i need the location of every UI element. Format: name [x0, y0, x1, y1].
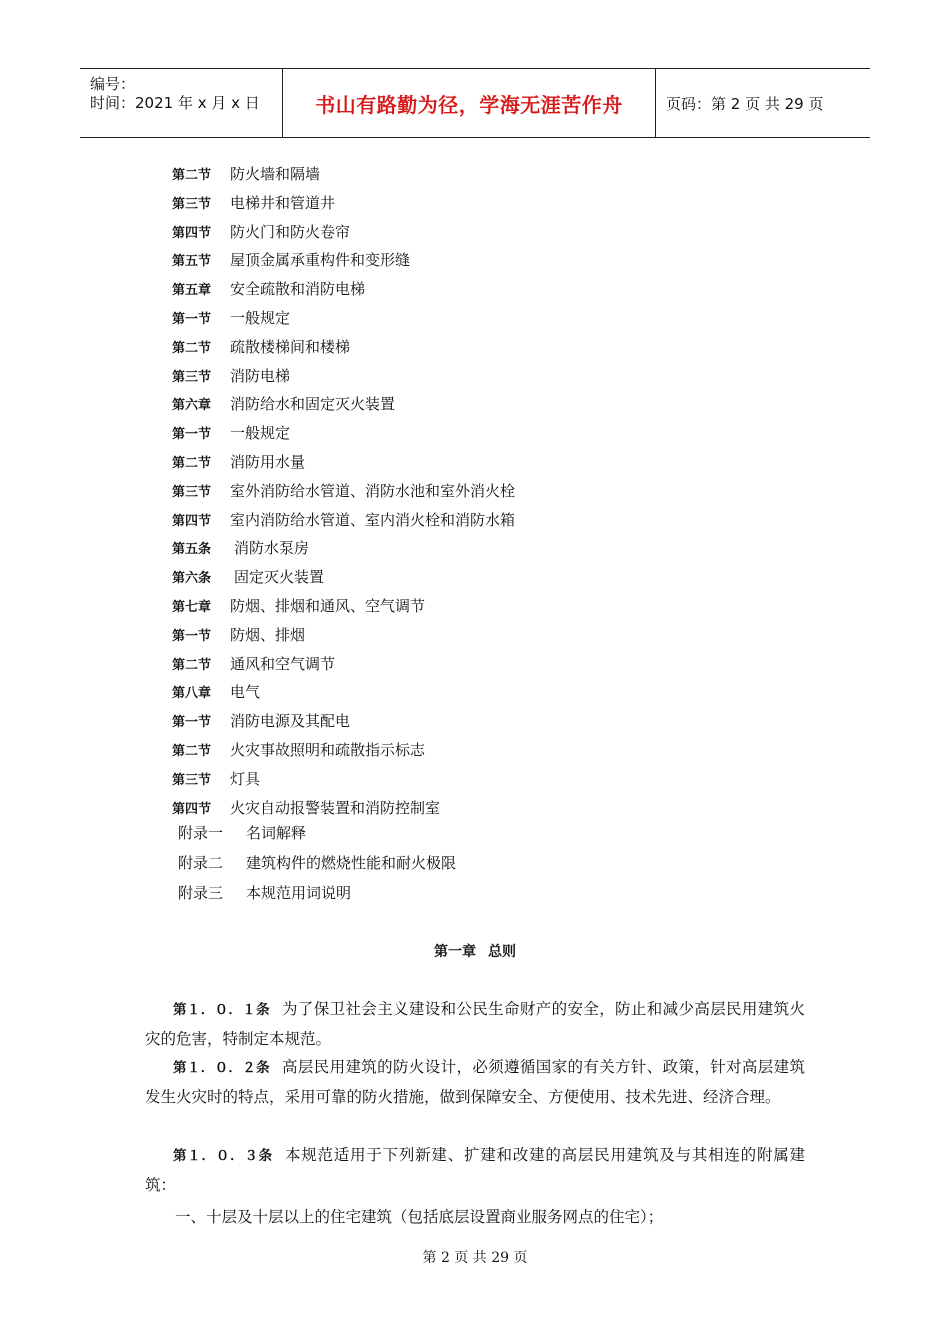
toc-row	[172, 218, 515, 247]
toc-number: 第六条	[172, 571, 212, 587]
toc-number: 第二节	[172, 168, 212, 183]
toc-number: 第二节	[172, 455, 212, 471]
appendix-number: 附录二	[178, 854, 224, 872]
article-paragraph	[145, 995, 805, 1054]
chapter-number: 第一章	[434, 944, 476, 960]
toc-number: 第三节	[172, 196, 212, 212]
toc-row	[172, 678, 515, 707]
motto: 书山有路勤为径，学海无涯苦作舟	[315, 93, 623, 117]
toc-title: 一般规定	[230, 308, 291, 327]
toc-number: 第五节	[172, 254, 212, 270]
list-item: 一、十层及十层以上的住宅建筑（包括底层设置商业服务网点的住宅）；	[175, 1208, 664, 1226]
toc-row	[172, 563, 515, 592]
article-paragraph	[145, 1141, 805, 1200]
toc-title: 火灾自动报警装置和消防控制室	[230, 798, 441, 817]
toc-row	[172, 189, 515, 218]
toc-row	[172, 419, 515, 448]
appendix-row	[178, 852, 456, 873]
toc-title: 通风和空气调节	[230, 654, 336, 673]
toc-number: 第四节	[172, 225, 212, 241]
article-text: 高层民用建筑的防火设计，必须遵循国家的有关方针、政策，针对高层建筑发生火灾时的特点，采用可靠的防火措施，做到保障安全、方便使用、技术先进、经济合理。	[145, 1058, 805, 1106]
toc-row	[172, 304, 515, 333]
toc-title: 室外消防给水管道、消防水池和室外消火栓	[230, 481, 516, 500]
toc-row	[172, 477, 515, 506]
page-footer: 第 2 页 共 29 页	[422, 1250, 528, 1266]
toc-title: 灯具	[230, 769, 261, 788]
toc-number: 第四节	[172, 513, 212, 529]
toc-title: 屋顶金属承重构件和变形缝	[230, 251, 411, 270]
toc-title: 防烟、排烟和通风、空气调节	[230, 596, 426, 615]
toc-row	[172, 592, 515, 621]
toc-title: 防火墙和隔墙	[230, 165, 321, 183]
toc-number: 第六章	[172, 398, 212, 414]
toc-row	[172, 765, 515, 794]
toc-row	[172, 390, 515, 419]
toc-row	[172, 160, 515, 189]
toc-title: 一般规定	[230, 424, 291, 443]
toc-number: 第三节	[172, 369, 212, 385]
toc-number: 第四节	[172, 801, 212, 817]
toc-number: 第八章	[172, 686, 212, 702]
toc-row	[172, 246, 515, 275]
toc-row	[172, 448, 515, 477]
header-right-cell	[656, 69, 870, 137]
article-number: 第１．０．２条	[173, 1060, 271, 1076]
toc-number: 第一节	[172, 628, 212, 644]
toc-number: 第五章	[172, 283, 212, 299]
toc-title: 安全疏散和消防电梯	[230, 280, 366, 299]
toc-row	[172, 333, 515, 362]
toc-row	[172, 362, 515, 391]
page-info: 页码：第 2 页 共 29 页	[666, 95, 824, 113]
table-of-contents	[172, 160, 515, 822]
article-text: 本规范适用于下列新建、扩建和改建的高层民用建筑及与其相连的附属建筑：	[145, 1146, 805, 1194]
toc-title: 消防电源及其配电	[230, 712, 351, 731]
toc-title: 固定灭火装置	[234, 568, 325, 587]
time-label: 时间：2021 年 x 月 x 日	[90, 94, 260, 112]
chapter-title: 总则	[488, 944, 516, 960]
appendix-number: 附录一	[178, 824, 224, 842]
toc-row	[172, 534, 515, 563]
toc-number: 第七章	[172, 599, 212, 615]
toc-number: 第二节	[172, 657, 212, 673]
toc-number: 第一节	[172, 715, 212, 731]
toc-title: 防烟、排烟	[230, 625, 306, 644]
toc-title: 消防给水和固定灭火装置	[230, 395, 396, 414]
toc-row	[172, 650, 515, 679]
toc-row	[172, 736, 515, 765]
appendix-title: 建筑构件的燃烧性能和耐火极限	[246, 854, 457, 872]
header-center-cell	[282, 69, 656, 137]
document-header	[80, 68, 870, 138]
appendix-row	[178, 822, 306, 843]
toc-title: 室内消防给水管道、室内消火栓和消防水箱	[230, 510, 516, 529]
toc-number: 第三节	[172, 772, 212, 788]
toc-row	[172, 707, 515, 736]
toc-row	[172, 506, 515, 535]
article-number: 第１．０．１条	[173, 1002, 271, 1018]
toc-title: 火灾事故照明和疏散指示标志	[230, 740, 426, 759]
toc-title: 消防电梯	[230, 366, 291, 385]
toc-title: 电梯井和管道井	[230, 193, 336, 212]
toc-number: 第一节	[172, 427, 212, 443]
toc-number: 第二节	[172, 340, 212, 356]
toc-row	[172, 794, 515, 823]
toc-number: 第二节	[172, 743, 212, 759]
article-number: 第１．０．３条	[173, 1148, 273, 1164]
toc-row	[172, 275, 515, 304]
toc-title: 消防水泵房	[234, 539, 310, 558]
header-left-cell	[80, 69, 282, 137]
toc-number: 第三节	[172, 484, 212, 500]
number-label: 编号：	[90, 75, 136, 93]
toc-title: 电气	[230, 683, 261, 702]
toc-number: 第五条	[172, 542, 212, 558]
chapter-heading	[0, 941, 950, 961]
appendix-number: 附录三	[178, 884, 224, 902]
appendix-title: 名词解释	[246, 824, 307, 842]
toc-title: 消防用水量	[230, 452, 306, 471]
toc-title: 疏散楼梯间和楼梯	[230, 337, 351, 356]
appendix-row	[178, 882, 351, 903]
toc-row	[172, 621, 515, 650]
appendix-title: 本规范用词说明	[246, 884, 352, 902]
article-text: 为了保卫社会主义建设和公民生命财产的安全，防止和减少高层民用建筑火灾的危害，特制定本规范。	[145, 1000, 805, 1048]
article-paragraph	[145, 1053, 805, 1112]
toc-title: 防火门和防火卷帘	[230, 222, 351, 241]
toc-number: 第一节	[172, 311, 212, 327]
